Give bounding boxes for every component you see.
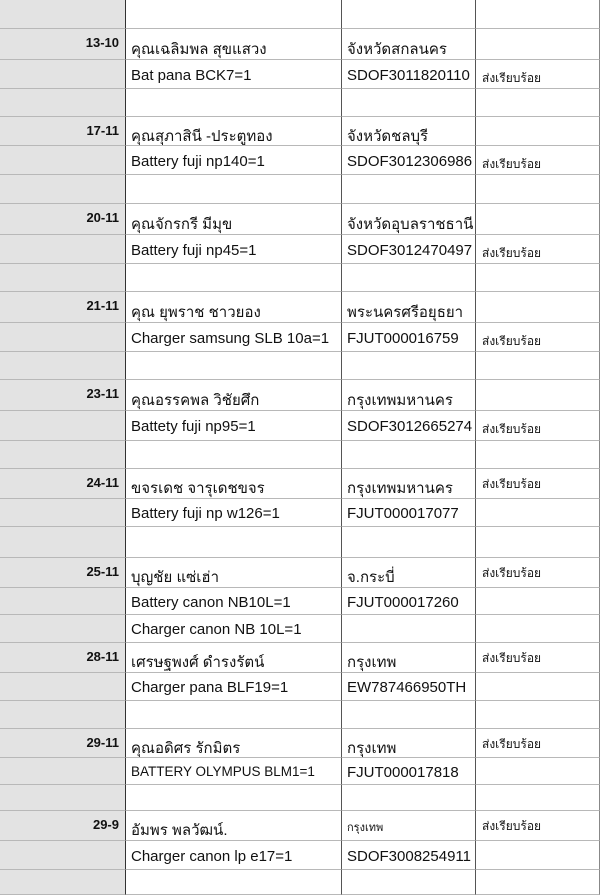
- spacer-row: [0, 441, 600, 469]
- spacer-row: [0, 527, 600, 558]
- customer-name: คุณ ยุพราช ชาวยอง: [131, 304, 261, 321]
- date-cell: [0, 811, 126, 841]
- order-date: 20-11: [86, 210, 119, 225]
- tracking-number: SDOF3012470497: [347, 242, 473, 259]
- date-cell: [0, 870, 126, 895]
- customer-row: [0, 380, 600, 411]
- item-row: [0, 235, 600, 264]
- date-cell: [0, 673, 126, 701]
- date-cell: [0, 758, 126, 785]
- province: จังหวัดสกลนคร: [347, 41, 447, 58]
- item-description: Battery fuji np w126=1: [131, 505, 280, 522]
- order-date: 21-11: [86, 298, 119, 313]
- date-cell: [0, 352, 126, 380]
- status-cell: [476, 673, 600, 701]
- item-cell: [126, 60, 342, 89]
- date-cell: [0, 175, 126, 204]
- date-cell: [0, 89, 126, 117]
- delivery-status: ส่งเรียบร้อย: [482, 737, 542, 751]
- delivery-status: ส่งเรียบร้อย: [482, 157, 542, 171]
- item-cell: [126, 441, 342, 469]
- status-cell: [476, 0, 600, 29]
- customer-name: คุณเฉลิมพล สุขแสวง: [131, 41, 267, 58]
- date-cell: [0, 841, 126, 870]
- delivery-status: ส่งเรียบร้อย: [482, 566, 542, 580]
- customer-row: [0, 469, 600, 499]
- item-description: Battety fuji np95=1: [131, 418, 256, 435]
- date-cell: [0, 499, 126, 527]
- status-cell: [476, 352, 600, 380]
- tracking-number: FJUT000017260: [347, 594, 459, 611]
- province-cell: [342, 643, 476, 673]
- status-cell: [476, 175, 600, 204]
- item-row: [0, 758, 600, 785]
- province: กรุงเทพมหานคร: [347, 480, 453, 497]
- status-cell: [476, 758, 600, 785]
- tracking-number: SDOF3012665274: [347, 418, 473, 435]
- name-cell: [126, 292, 342, 323]
- tracking-cell: [342, 527, 476, 558]
- tracking-cell: [342, 841, 476, 870]
- date-cell: [0, 729, 126, 758]
- tracking-cell: [342, 0, 476, 29]
- province-cell: [342, 117, 476, 146]
- tracking-cell: [342, 615, 476, 643]
- status-cell: [476, 117, 600, 146]
- date-cell: [0, 292, 126, 323]
- spacer-row: [0, 785, 600, 811]
- item-cell: [126, 89, 342, 117]
- item-row: [0, 146, 600, 175]
- status-cell: [476, 527, 600, 558]
- status-cell: [476, 870, 600, 895]
- province-cell: [342, 558, 476, 588]
- tracking-cell: [342, 323, 476, 352]
- date-cell: [0, 643, 126, 673]
- delivery-status: ส่งเรียบร้อย: [482, 422, 542, 436]
- item-cell: [126, 499, 342, 527]
- name-cell: [126, 117, 342, 146]
- item-row: [0, 841, 600, 870]
- status-cell: [476, 60, 600, 89]
- customer-row: [0, 292, 600, 323]
- item-cell: [126, 785, 342, 811]
- name-cell: [126, 729, 342, 758]
- item-row: [0, 323, 600, 352]
- date-cell: [0, 588, 126, 615]
- date-cell: [0, 558, 126, 588]
- item-cell: [126, 264, 342, 292]
- province-cell: [342, 469, 476, 499]
- province-cell: [342, 729, 476, 758]
- status-cell: [476, 380, 600, 411]
- name-cell: [126, 643, 342, 673]
- item-cell: [126, 841, 342, 870]
- item-description: Charger canon lp e17=1: [131, 848, 293, 865]
- item-row: [0, 588, 600, 615]
- status-cell: [476, 811, 600, 841]
- name-cell: [126, 469, 342, 499]
- tracking-cell: [342, 441, 476, 469]
- order-date: 25-11: [86, 564, 119, 579]
- status-cell: [476, 411, 600, 441]
- customer-name: คุณอดิศร รักมิตร: [131, 740, 241, 757]
- item-cell: [126, 588, 342, 615]
- item-cell: [126, 235, 342, 264]
- spacer-row: [0, 89, 600, 117]
- customer-name: คุณสุภาสินี -ประตูทอง: [131, 128, 273, 145]
- customer-row: [0, 204, 600, 235]
- spacer-row: [0, 870, 600, 895]
- tracking-number: FJUT000017818: [347, 764, 459, 781]
- tracking-number: SDOF3011820110: [347, 67, 470, 84]
- customer-row: [0, 558, 600, 588]
- tracking-cell: [342, 264, 476, 292]
- date-cell: [0, 0, 126, 29]
- item-cell: [126, 175, 342, 204]
- tracking-number: EW787466950TH: [347, 679, 467, 696]
- date-cell: [0, 29, 126, 60]
- date-cell: [0, 469, 126, 499]
- customer-row: [0, 643, 600, 673]
- date-cell: [0, 701, 126, 729]
- province: จังหวัดอุบลราชธานี: [347, 216, 474, 233]
- date-cell: [0, 323, 126, 352]
- status-cell: [476, 615, 600, 643]
- date-cell: [0, 264, 126, 292]
- order-date: 28-11: [86, 649, 119, 664]
- status-cell: [476, 29, 600, 60]
- spacer-row: [0, 701, 600, 729]
- status-cell: [476, 204, 600, 235]
- status-cell: [476, 323, 600, 352]
- province: กรุงเทพ: [347, 740, 397, 757]
- customer-name: อัมพร พลวัฒน์.: [131, 822, 228, 839]
- tracking-cell: [342, 235, 476, 264]
- tracking-cell: [342, 499, 476, 527]
- item-description: Charger pana BLF19=1: [131, 679, 289, 696]
- item-description: Bat pana BCK7=1: [131, 67, 252, 84]
- customer-name: คุณอรรคพล วิชัยศึก: [131, 392, 260, 409]
- province-cell: [342, 204, 476, 235]
- status-cell: [476, 89, 600, 117]
- delivery-status: ส่งเรียบร้อย: [482, 819, 542, 833]
- spacer-row: [0, 175, 600, 204]
- item-row: [0, 411, 600, 441]
- spacer-row: [0, 0, 600, 29]
- tracking-number: SDOF3008254911: [347, 848, 471, 865]
- date-cell: [0, 235, 126, 264]
- date-cell: [0, 380, 126, 411]
- status-cell: [476, 588, 600, 615]
- date-cell: [0, 527, 126, 558]
- tracking-cell: [342, 870, 476, 895]
- item-row: [0, 615, 600, 643]
- customer-name: ขจรเดช จารุเดชขจร: [131, 480, 265, 497]
- item-description: Battery fuji np45=1: [131, 242, 257, 259]
- item-cell: [126, 323, 342, 352]
- tracking-cell: [342, 588, 476, 615]
- province: กรุงเทพ: [347, 654, 397, 671]
- item-cell: [126, 411, 342, 441]
- date-cell: [0, 615, 126, 643]
- delivery-status: ส่งเรียบร้อย: [482, 334, 542, 348]
- date-cell: [0, 441, 126, 469]
- status-cell: [476, 729, 600, 758]
- date-cell: [0, 60, 126, 89]
- delivery-status: ส่งเรียบร้อย: [482, 71, 542, 85]
- customer-name: เศรษฐพงศ์ ดำรงรัตน์: [131, 654, 265, 671]
- customer-name: บุญชัย แซ่เฮ่า: [131, 569, 219, 586]
- status-cell: [476, 499, 600, 527]
- customer-row: [0, 29, 600, 60]
- status-cell: [476, 558, 600, 588]
- order-date: 24-11: [86, 475, 119, 490]
- tracking-cell: [342, 758, 476, 785]
- tracking-cell: [342, 673, 476, 701]
- date-cell: [0, 785, 126, 811]
- province-cell: [342, 292, 476, 323]
- status-cell: [476, 292, 600, 323]
- spacer-row: [0, 352, 600, 380]
- item-cell: [126, 701, 342, 729]
- name-cell: [126, 558, 342, 588]
- tracking-cell: [342, 175, 476, 204]
- province: กรุงเทพ: [347, 822, 384, 834]
- order-date: 29-9: [92, 817, 119, 832]
- delivery-status: ส่งเรียบร้อย: [482, 651, 542, 665]
- tracking-number: SDOF3012306986: [347, 153, 473, 170]
- status-cell: [476, 441, 600, 469]
- status-cell: [476, 264, 600, 292]
- item-description: Charger canon NB 10L=1: [131, 621, 302, 638]
- item-row: [0, 673, 600, 701]
- order-date: 17-11: [86, 123, 119, 138]
- item-cell: [126, 615, 342, 643]
- item-description: Battery fuji np140=1: [131, 153, 265, 170]
- status-cell: [476, 235, 600, 264]
- item-description: Charger samsung SLB 10a=1: [131, 330, 330, 347]
- province-cell: [342, 29, 476, 60]
- item-row: [0, 499, 600, 527]
- item-description: BATTERY OLYMPUS BLM1=1: [131, 764, 315, 779]
- tracking-cell: [342, 60, 476, 89]
- name-cell: [126, 29, 342, 60]
- status-cell: [476, 841, 600, 870]
- tracking-cell: [342, 411, 476, 441]
- item-cell: [126, 352, 342, 380]
- tracking-cell: [342, 89, 476, 117]
- province: กรุงเทพมหานคร: [347, 392, 453, 409]
- customer-row: [0, 117, 600, 146]
- name-cell: [126, 380, 342, 411]
- province: จังหวัดชลบุรี: [347, 128, 429, 145]
- tracking-cell: [342, 785, 476, 811]
- name-cell: [126, 811, 342, 841]
- item-cell: [126, 146, 342, 175]
- item-row: [0, 60, 600, 89]
- tracking-cell: [342, 352, 476, 380]
- date-cell: [0, 146, 126, 175]
- item-cell: [126, 0, 342, 29]
- delivery-status: ส่งเรียบร้อย: [482, 246, 542, 260]
- status-cell: [476, 701, 600, 729]
- tracking-number: FJUT000016759: [347, 330, 459, 347]
- province-cell: [342, 811, 476, 841]
- tracking-number: FJUT000017077: [347, 505, 459, 522]
- date-cell: [0, 117, 126, 146]
- province: จ.กระบี่: [347, 569, 395, 586]
- date-cell: [0, 411, 126, 441]
- customer-name: คุณจักรกรี มีมุข: [131, 216, 233, 233]
- item-cell: [126, 673, 342, 701]
- item-cell: [126, 870, 342, 895]
- province: พระนครศรีอยุธยา: [347, 304, 464, 321]
- date-cell: [0, 204, 126, 235]
- status-cell: [476, 643, 600, 673]
- order-date: 23-11: [86, 386, 119, 401]
- status-cell: [476, 146, 600, 175]
- status-cell: [476, 469, 600, 499]
- order-date: 13-10: [85, 35, 119, 50]
- province-cell: [342, 380, 476, 411]
- customer-row: [0, 811, 600, 841]
- tracking-cell: [342, 701, 476, 729]
- status-cell: [476, 785, 600, 811]
- spacer-row: [0, 264, 600, 292]
- item-cell: [126, 758, 342, 785]
- item-cell: [126, 527, 342, 558]
- item-description: Battery canon NB10L=1: [131, 594, 291, 611]
- name-cell: [126, 204, 342, 235]
- customer-row: [0, 729, 600, 758]
- tracking-cell: [342, 146, 476, 175]
- delivery-status: ส่งเรียบร้อย: [482, 477, 542, 491]
- order-date: 29-11: [86, 735, 119, 750]
